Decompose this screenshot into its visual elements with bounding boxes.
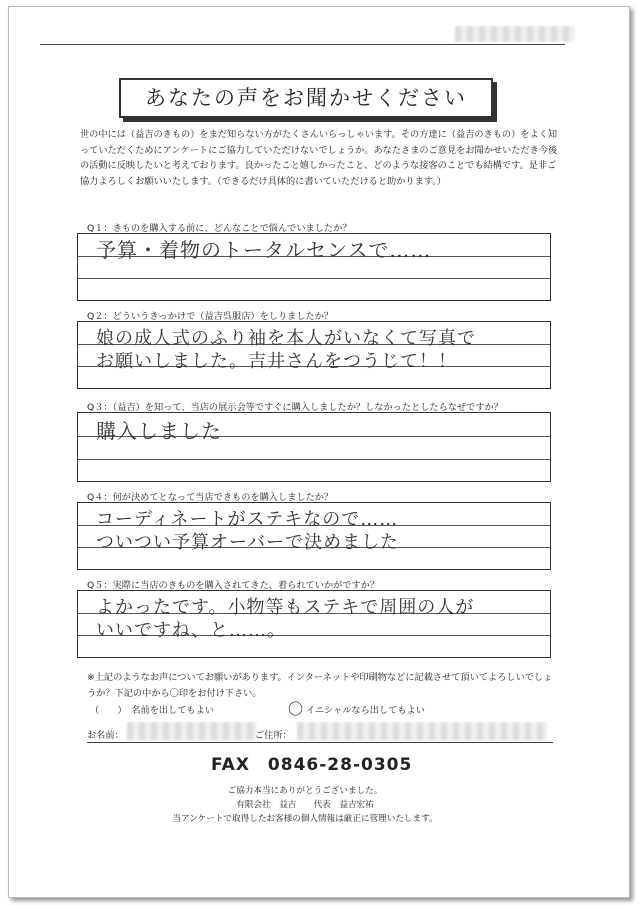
answer-2-line-1: 娘の成人式のふり袖を本人がいなくて写真で	[96, 328, 476, 349]
redacted-name	[127, 722, 257, 740]
option-name-ok[interactable]: （ ） 名前を出してもよい	[90, 705, 215, 716]
answer-5-line-2: いいですね、と……。	[96, 620, 286, 641]
answer-2-line-2: お願いしました。吉井さんをつうじて！！	[96, 351, 457, 372]
answer-1-line-1: 予算・着物のトータルセンスで……	[96, 238, 432, 262]
answer-box-3	[77, 412, 551, 482]
answer-5-line-1: よかったです。小物等もステキで周囲の人が	[96, 597, 475, 618]
header-rule	[40, 44, 565, 45]
answer-box-2	[77, 321, 551, 389]
privacy-text: 当アンケートで取得したお客様の個人情報は厳正に管理いたします。	[172, 814, 438, 824]
consent-options	[90, 702, 540, 716]
question-4: Q４：何が決めてとなって当店できものを購入しましたか？	[87, 492, 334, 503]
name-address-row	[87, 722, 553, 743]
question-1: Q１：きものを購入する前に、どんなことで悩んでいましたか？	[87, 223, 352, 234]
intro-text: 世の中には（益吉のきもの）をまだ知らない方がたくさんいらっしゃいます。その方達に（益吉のきもの）をよく知っていただくためにアンケートにご協力していただけないでしょうか。あなたさまのご意見をお聞かせいただき今後の活動に反映したいと考えております。良かったこと嬉しかったこと、どのような接客のことでも結構です。是非ご協力よろしくお願いいたします。（できるだけ具体的に書いていただけると助かります。）	[80, 129, 558, 187]
answer-3-line-1: 購入しました	[96, 419, 222, 443]
publication-note: ※上記のようなお声についてお願いがあります。インターネットや印刷物などに記載させて頂いてよろしいでしょうか？下記の中から〇印をお付け下さい。	[87, 672, 553, 699]
company-text: 有限会社 益吉 代表 益吉宏祐	[236, 800, 374, 810]
answer-box-1	[77, 233, 551, 301]
page-title: あなたの声をお聞かせください	[119, 78, 493, 118]
question-2: Q２：どういうきっかけで（益吉呉服店）をしりましたか？	[87, 311, 334, 322]
answer-4-line-1: コーディネートがステキなので……	[96, 509, 399, 530]
option-initial-ok[interactable]: イニシャルなら出してもよい	[306, 705, 425, 716]
answer-box-4	[77, 502, 551, 570]
option-initial-mark[interactable]: 〇	[288, 700, 304, 718]
question-3: Q３：（益吉）を知って、当店の展示会等ですぐに購入しましたか？しなかったとしたらなぜですか？	[87, 402, 503, 413]
name-label: お名前：	[87, 730, 124, 741]
question-5: Q５：実際に当店のきものを購入されてきた、着られていかがですか？	[87, 580, 380, 591]
redacted-header	[455, 26, 575, 42]
thanks-text: ご協力本当にありがとうございました。	[227, 786, 383, 796]
fax-number: FAX 0846-28-0305	[211, 755, 413, 775]
redacted-address	[297, 722, 547, 740]
address-label: ご住所：	[255, 730, 292, 741]
answer-box-5	[77, 590, 551, 658]
answer-4-line-2: ついつい予算オーバーで決めました	[96, 532, 400, 553]
